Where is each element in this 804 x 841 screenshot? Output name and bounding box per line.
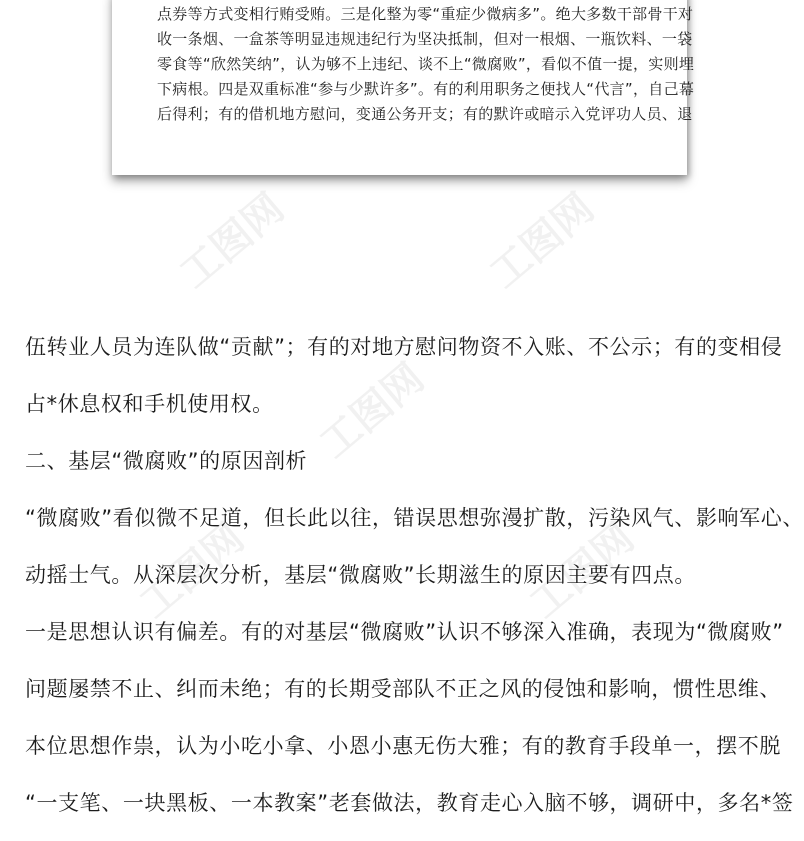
watermark: 工图网 xyxy=(131,514,253,628)
body-line: “一支笔、一块黑板、一本教案”老套做法，教育走心入脑不够，调研中，多名*签 xyxy=(25,791,794,815)
body-text-block xyxy=(25,328,804,841)
preview-line: 点券等方式变相行贿受贿。三是化整为零“重症少微病多”。绝大多数干部骨干对 xyxy=(157,5,694,23)
preview-line: 下病根。四是双重标准“参与少默许多”。有的利用职务之便找人“代言”，自己幕 xyxy=(157,80,695,98)
body-line: “微腐败”看似微不足道，但长此以往，错误思想弥漫扩散，污染风气、影响军心、 xyxy=(25,506,804,530)
body-line: 一是思想认识有偏差。有的对基层“微腐败”认识不够深入准确，表现为“微腐败” xyxy=(25,620,784,644)
watermark: 工图网 xyxy=(311,354,433,468)
preview-line: 零食等“欣然笑纳”，认为够不上违纪、谈不上“微腐败”，看似不值一提，实则埋 xyxy=(157,55,695,73)
preview-line: 收一条烟、一盒茶等明显违规违纪行为坚决抵制，但对一根烟、一瓶饮料、一袋 xyxy=(157,30,693,48)
preview-line: 后得利；有的借机地方慰问，变通公务开支；有的默许或暗示入党评功人员、退 xyxy=(157,105,693,123)
watermark: 工图网 xyxy=(521,514,643,628)
preview-text-block xyxy=(157,2,695,127)
body-line: 问题屡禁不止、纠而未绝；有的长期受部队不正之风的侵蚀和影响，惯性思维、 xyxy=(25,677,781,701)
body-line: 动摇士气。从深层次分析，基层“微腐败”长期滋生的原因主要有四点。 xyxy=(25,563,696,587)
body-line: 占*休息权和手机使用权。 xyxy=(25,392,274,416)
watermark: 工图网 xyxy=(171,184,293,298)
body-line: 本位思想作祟，认为小吃小拿、小恩小惠无伤大雅；有的教育手段单一，摆不脱 xyxy=(25,734,781,758)
document-preview-card xyxy=(112,0,695,175)
section-heading: 二、基层“微腐败”的原因剖析 xyxy=(25,449,308,473)
body-line: 伍转业人员为连队做“贡献”；有的对地方慰问物资不入账、不公示；有的变相侵 xyxy=(25,335,783,359)
watermark: 工图网 xyxy=(481,184,603,298)
